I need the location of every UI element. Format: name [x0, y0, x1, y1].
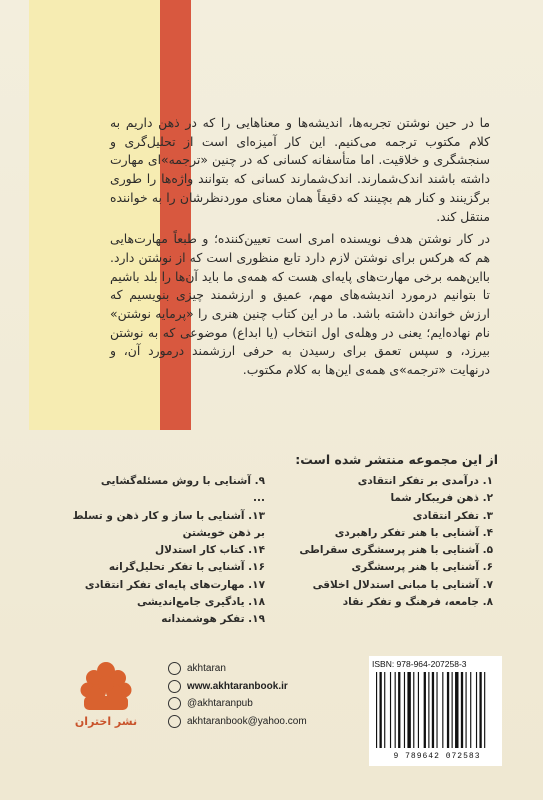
barcode-bar: [428, 672, 429, 748]
barcode-bar: [418, 672, 419, 748]
series-list-right: [299, 473, 493, 611]
list-item: ...: [253, 492, 265, 505]
publisher-logo-icon: [76, 656, 136, 718]
list-item: ۱۹. تفکر هوشمندانه: [161, 613, 265, 626]
list-item: ۹. آشنایی با روش مسئله‌گشایی: [100, 475, 265, 487]
list-item: ۴. آشنایی با هنر تفکر راهبردی: [334, 526, 493, 539]
barcode-bar: [398, 672, 400, 748]
email-icon: [168, 715, 181, 728]
list-item: ۲. ذهن فریبکار شما: [390, 492, 493, 505]
list-item: ۱۷. مهارت‌های پایه‌ای تفکر انتقادی: [84, 578, 265, 591]
list-item: ۶. آشنایی با هنر پرسشگری: [351, 561, 493, 574]
description-paragraph-1: ما در حین نوشتن تجربه‌ها، اندیشه‌ها و معناهایی را که در ذهن داریم به کلام مکتوب ترجمه می‌کنیم. این کار آمیزه‌ای است از تحلیل‌گری و سنجشگری و خلاقیت. اما متأسفانه کسانی که در چنین «ترجمه»ای مهارت داشته باشند اندک‌شمارند. اندک‌شمارند کسانی که بتوانند واژه‌ها را طوری برگزینند و کنار هم بچینند که دقیقاً همان معنای موردنظرشان را به خواننده منتقل کند.: [110, 115, 490, 224]
barcode-bar: [436, 672, 437, 748]
list-item: ۷. آشنایی با مبانی استدلال اخلاقی: [312, 578, 493, 591]
email-row: [168, 713, 318, 731]
list-item: ۸. جامعه، فرهنگ و تفکر نقاد: [342, 596, 493, 609]
barcode-bar: [424, 672, 426, 748]
barcode-bar: [395, 672, 396, 748]
barcode-bar: [380, 672, 382, 748]
barcode-icon: [374, 672, 500, 752]
barcode-bar: [432, 672, 434, 748]
barcode-bar: [466, 672, 467, 748]
telegram-row: [168, 660, 318, 678]
barcode-bar: [484, 672, 485, 748]
instagram-icon: [168, 697, 181, 710]
contact-info: [168, 660, 318, 730]
isbn-text: ISBN: 978-964-207258-3: [372, 659, 467, 669]
barcode-bar: [384, 672, 385, 748]
barcode-bar: [476, 672, 477, 748]
list-item: بر ذهن خویشتن: [182, 526, 265, 539]
list-item: ۵. آشنایی با هنر پرسشگری سقراطی: [299, 544, 493, 557]
instagram-handle: @akhtaranpub: [187, 698, 253, 709]
list-item: ۱. درآمدی بر تفکر انتقادی: [357, 475, 493, 487]
website-row: [168, 678, 318, 696]
description-paragraph-2: در کار نوشتن هدف نویسنده امری است تعیین‌کننده؛ و طبعاً مهارت‌هایی هم که هرکس برای نوشتن لازم دارد تابع منظوری است که از نوشتن دارد. بااین‌همه برخی مهارت‌های پایه‌ای هست که همه‌ی ما باید آن‌ها را بلد باشیم تا بتوانیم درمورد اندیشه‌های مهم، عمیق و ارزشمند چیزی بنویسیم که ارزش خواندن داشته باشد. ما در این کتاب چنین هنری را «پرمایه نوشتن» نام نهاده‌ایم؛ یعنی در وهله‌ی اول انتخاب (یا ابداع) موضوعی که به نوشتن بیرزد، و سپس تعمق برای رسیدن به حرفی ارزشمند درمورد آن، و درنهایت «ترجمه»ی همه‌ی این‌ها به کلام مکتوب.: [110, 231, 490, 378]
barcode-bar: [442, 672, 443, 748]
series-title: از این مجموعه منتشر شده است:: [295, 452, 498, 467]
globe-icon: [168, 680, 181, 693]
list-item: ۱۸. یادگیری جامع‌اندیشی: [137, 596, 265, 609]
email-address: akhtaranbook@yahoo.com: [187, 715, 307, 727]
barcode-bar: [455, 672, 458, 748]
barcode-bar: [479, 672, 481, 748]
barcode-bar: [413, 672, 414, 748]
website-url: www.akhtaranbook.ir: [187, 680, 288, 692]
list-item: ۱۳. آشنایی با ساز و کار ذهن و تسلط: [72, 509, 265, 522]
series-list-left: [72, 473, 265, 629]
barcode-bar: [470, 672, 471, 748]
list-item: ۳. تفکر انتقادی: [412, 509, 493, 522]
telegram-handle: akhtaran: [187, 663, 226, 674]
barcode-bar: [404, 672, 405, 748]
barcode-number: 9 789642 072583: [393, 752, 481, 761]
barcode-bar: [461, 672, 463, 748]
instagram-row: [168, 695, 318, 713]
barcode-bar: [447, 672, 449, 748]
description-text: [110, 114, 490, 384]
telegram-icon: [168, 662, 181, 675]
barcode-bar: [407, 672, 410, 748]
barcode-bar: [390, 672, 391, 748]
barcode-bar: [452, 672, 453, 748]
publisher-name: نشر اختران: [74, 715, 138, 728]
list-item: ۱۴. کتاب کار استدلال: [155, 544, 265, 557]
list-item: ۱۶. آشنایی با تفکر تحلیل‌گرانه: [108, 561, 265, 574]
barcode-bar: [376, 672, 377, 748]
